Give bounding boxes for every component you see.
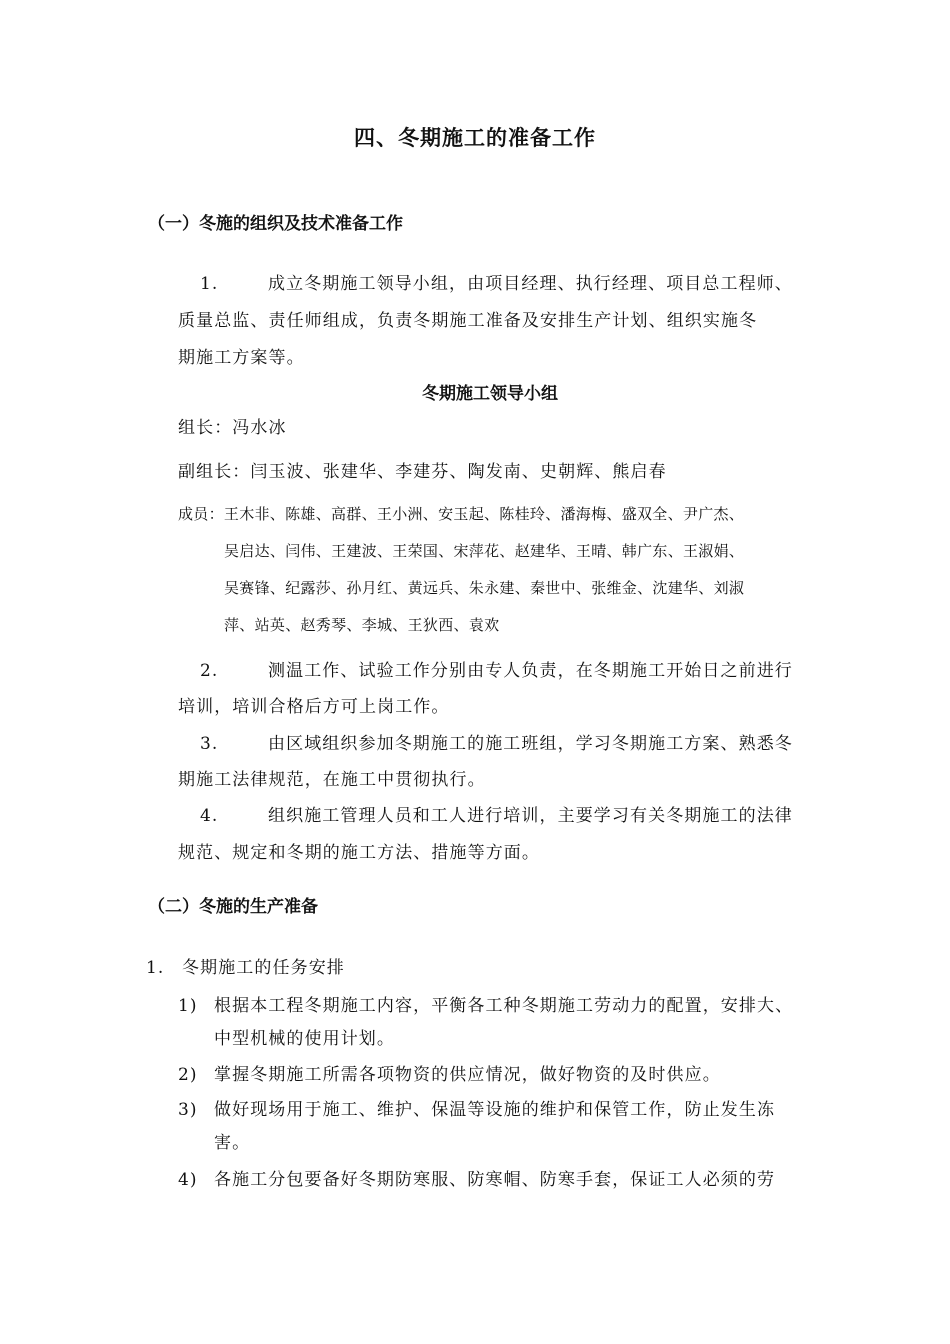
group-members-line2: 吴启达、闫伟、王建波、王荣国、宋萍花、赵建华、王晴、韩广东、王淑娟、 — [224, 542, 745, 560]
s2-item1-number: 1. — [146, 958, 165, 978]
s2-sub4-number: 4) — [178, 1170, 198, 1190]
s1-item1-number: 1. — [200, 274, 219, 294]
s1-item2-text: 测温工作、试验工作分别由专人负责，在冬期施工开始日之前进行 — [268, 661, 793, 681]
s1-item1-text: 成立冬期施工领导小组，由项目经理、执行经理、项目总工程师、 — [268, 274, 793, 294]
s2-sub3-text: 做好现场用于施工、维护、保温等设施的维护和保管工作，防止发生冻 — [214, 1100, 776, 1120]
s1-item3-line2: 期施工法律规范，在施工中贯彻执行。 — [178, 770, 486, 790]
section1-heading: （一）冬施的组织及技术准备工作 — [148, 214, 403, 234]
s1-item4-number: 4. — [200, 806, 219, 826]
s2-sub4-line1 — [178, 1165, 775, 1190]
s2-sub2-number: 2) — [178, 1065, 198, 1085]
s2-sub2-line1 — [178, 1060, 721, 1085]
s1-item3-text: 由区域组织参加冬期施工的施工班组，学习冬期施工方案、熟悉冬 — [268, 734, 793, 754]
page-title: 四、冬期施工的准备工作 — [354, 126, 596, 150]
s1-item2-line2: 培训，培训合格后方可上岗工作。 — [178, 697, 450, 717]
group-leader: 组长：冯水冰 — [178, 418, 287, 438]
s1-item1-line3: 期施工方案等。 — [178, 348, 305, 368]
group-members-line1: 成员：王木非、陈雄、高群、王小洲、安玉起、陈桂玲、潘海梅、盛双全、尹广杰、 — [178, 505, 745, 523]
s2-item1 — [146, 953, 345, 978]
s1-item4-line2: 规范、规定和冬期的施工方法、措施等方面。 — [178, 843, 540, 863]
s2-item1-label: 冬期施工的任务安排 — [182, 958, 345, 978]
s2-sub3-line1 — [178, 1095, 775, 1120]
group-deputies: 副组长：闫玉波、张建华、李建芬、陶发南、史朝辉、熊启春 — [178, 462, 667, 482]
s1-item1-line2: 质量总监、责任师组成，负责冬期施工准备及安排生产计划、组织实施冬 — [178, 311, 758, 331]
s2-sub1-number: 1) — [178, 996, 198, 1016]
s2-sub3-line2: 害。 — [214, 1133, 251, 1153]
s1-item3-number: 3. — [200, 734, 219, 754]
s2-sub4-text: 各施工分包要备好冬期防寒服、防寒帽、防寒手套，保证工人必须的劳 — [214, 1170, 776, 1190]
s2-sub2-text: 掌握冬期施工所需各项物资的供应情况，做好物资的及时供应。 — [214, 1065, 721, 1085]
s2-sub1-text: 根据本工程冬期施工内容，平衡各工种冬期施工劳动力的配置，安排大、 — [214, 996, 794, 1016]
s1-item4-line1 — [200, 801, 793, 826]
group-members-line4: 萍、站英、赵秀琴、李城、王狄西、袁欢 — [224, 616, 500, 634]
s1-item2-number: 2. — [200, 661, 219, 681]
group-heading: 冬期施工领导小组 — [422, 384, 558, 404]
s1-item4-text: 组织施工管理人员和工人进行培训，主要学习有关冬期施工的法律 — [268, 806, 793, 826]
section2-heading: （二）冬施的生产准备 — [148, 897, 318, 917]
s1-item2-line1 — [200, 656, 793, 681]
s2-sub1-line2: 中型机械的使用计划。 — [214, 1029, 395, 1049]
s1-item3-line1 — [200, 729, 793, 754]
s1-item1-line1 — [200, 269, 793, 294]
s2-sub1-line1 — [178, 991, 793, 1016]
s2-sub3-number: 3) — [178, 1100, 198, 1120]
group-members-line3: 吴赛锋、纪露莎、孙月红、黄远兵、朱永建、秦世中、张维金、沈建华、刘淑 — [224, 579, 745, 597]
